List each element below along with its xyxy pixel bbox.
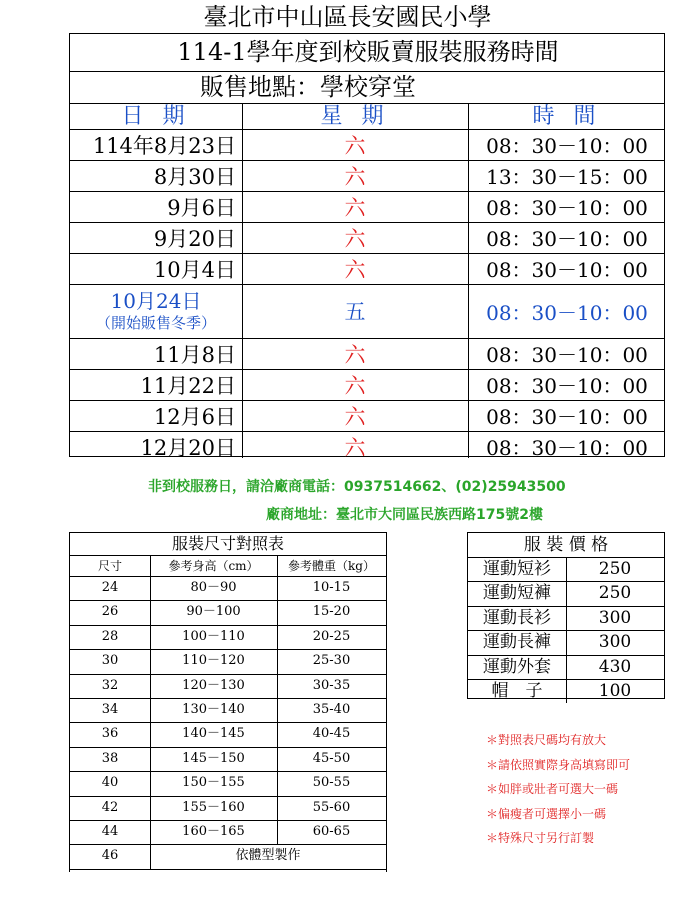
size-cell: 35-40: [312, 702, 351, 717]
time-cell: 08：30－10：00: [486, 300, 648, 325]
size-header-cell: 參考體重（kg）: [288, 559, 375, 573]
weekday-cell: 六: [344, 257, 366, 282]
size-cell: 150－155: [182, 775, 245, 791]
column-divider: [150, 555, 151, 869]
date-text: 10月24日: [110, 289, 202, 313]
price-item: 運動長褲: [483, 632, 551, 653]
price-item: 運動長衫: [483, 607, 551, 628]
date-cell: 11月22日: [140, 373, 236, 398]
date-cell: 9月20日: [153, 226, 236, 251]
date-cell: 114年8月23日: [92, 133, 236, 158]
time-cell: 08：30－10：00: [486, 374, 648, 398]
weekday-cell: 六: [344, 404, 366, 429]
price-value: 300: [598, 632, 632, 653]
size-cell: 44: [101, 824, 119, 839]
schedule-table: [69, 33, 665, 460]
size-cell: 110－120: [182, 653, 245, 669]
column-divider: [566, 557, 567, 703]
size-cell: 100－110: [182, 628, 245, 644]
price-value: 430: [598, 656, 632, 677]
size-cell: 40: [101, 775, 119, 791]
size-cell: 24: [101, 580, 119, 595]
size-cell: 38: [101, 750, 119, 766]
weekday-cell: 六: [344, 435, 366, 460]
date-cell: [70, 284, 242, 338]
size-cell: 25-30: [312, 653, 351, 669]
price-value: 100: [598, 681, 632, 701]
column-header-weekday: 星 期: [320, 104, 390, 129]
size-cell: 155－160: [182, 799, 245, 815]
vendor-address: 廠商地址：臺北市大同區民族西路175號2樓: [266, 507, 543, 523]
size-cell: 80－90: [190, 580, 237, 595]
size-cell: 160－165: [182, 824, 245, 839]
time-cell: 08：30－10：00: [486, 196, 648, 220]
time-cell: 08：30－10：00: [486, 258, 648, 282]
column-header-time: 時 間: [532, 104, 602, 129]
weekday-cell: 六: [344, 133, 366, 158]
note-item: ＊如胖或壯者可選大一碼: [486, 782, 619, 796]
note-item: ＊特殊尺寸另行訂製: [486, 831, 595, 845]
note-item: ＊偏瘦者可選擇小一碼: [486, 806, 607, 821]
size-cell: 36: [101, 726, 119, 742]
size-table: [69, 532, 387, 872]
weekday-cell: 六: [344, 373, 366, 398]
column-header-date: 日 期: [121, 104, 191, 129]
column-divider: [277, 555, 278, 844]
size-header-cell: 尺寸: [97, 559, 122, 573]
size-table-title: 服裝尺寸對照表: [171, 534, 284, 553]
size-cell: 42: [101, 799, 119, 815]
size-cell: 26: [101, 604, 119, 620]
size-cell: 60-65: [312, 824, 351, 839]
size-header-cell: 參考身高（cm）: [168, 559, 259, 573]
date-cell: 11月8日: [153, 342, 236, 367]
row-divider: [70, 869, 386, 870]
price-value: 300: [598, 607, 632, 628]
size-cell: 90－100: [186, 604, 241, 620]
size-cell: 28: [101, 628, 119, 644]
price-item: 運動短褲: [483, 583, 551, 604]
price-item: 帽 子: [491, 681, 543, 701]
size-cell: 130－140: [182, 702, 245, 717]
date-note: （開始販售冬季）: [95, 314, 216, 332]
date-cell: 12月20日: [140, 435, 236, 460]
weekday-cell: 六: [344, 195, 366, 220]
size-cell: 50-55: [312, 775, 351, 791]
size-note-cell: 依體型製作: [235, 848, 301, 864]
size-cell: 15-20: [312, 604, 351, 620]
size-cell: 30: [101, 653, 119, 669]
date-cell: 12月6日: [153, 404, 236, 429]
weekday-cell: 六: [344, 164, 366, 189]
time-cell: 08：30－10：00: [486, 405, 648, 429]
size-cell: 55-60: [312, 799, 351, 815]
time-cell: 08：30－10：00: [486, 227, 648, 251]
weekday-cell: 五: [344, 300, 366, 324]
size-cell: 120－130: [182, 677, 245, 693]
note-item: ＊對照表尺碼均有放大: [486, 733, 607, 747]
price-item: 運動外套: [483, 656, 551, 677]
size-cell: 145－150: [182, 750, 245, 766]
vendor-phone: 非到校服務日，請洽廠商電話：0937514662、(02)25943500: [148, 479, 566, 495]
size-cell: 32: [101, 677, 119, 693]
school-title: 臺北市中山區長安國民小學: [203, 3, 492, 31]
service-title: 114-1學年度到校販賣服裝服務時間: [177, 38, 559, 66]
size-cell: 30-35: [312, 677, 351, 693]
weekday-cell: 六: [344, 342, 366, 367]
size-cell: 20-25: [312, 628, 351, 644]
weekday-cell: 六: [344, 226, 366, 251]
price-table: [467, 532, 665, 699]
size-cell: 40-45: [312, 726, 351, 742]
size-cell: 34: [101, 702, 119, 717]
price-table-title: 服 裝 價 格: [523, 535, 609, 555]
date-cell: 8月30日: [153, 164, 236, 189]
time-cell: 08：30－10：00: [486, 134, 648, 158]
date-cell: 9月6日: [167, 195, 236, 220]
price-item: 運動短衫: [483, 559, 551, 579]
size-cell: 10-15: [312, 580, 351, 595]
date-cell: 10月4日: [153, 257, 236, 282]
time-cell: 08：30－10：00: [486, 343, 648, 367]
note-item: ＊請依照實際身高填寫即可: [486, 757, 631, 772]
price-value: 250: [598, 583, 632, 604]
sale-location: 販售地點：學校穿堂: [200, 73, 416, 101]
size-cell: 46: [101, 848, 119, 864]
size-cell: 45-50: [312, 750, 351, 766]
time-cell: 13：30－15：00: [486, 165, 648, 189]
size-cell: 140－145: [182, 726, 245, 742]
price-value: 250: [598, 559, 632, 579]
time-cell: 08：30－10：00: [486, 436, 648, 460]
